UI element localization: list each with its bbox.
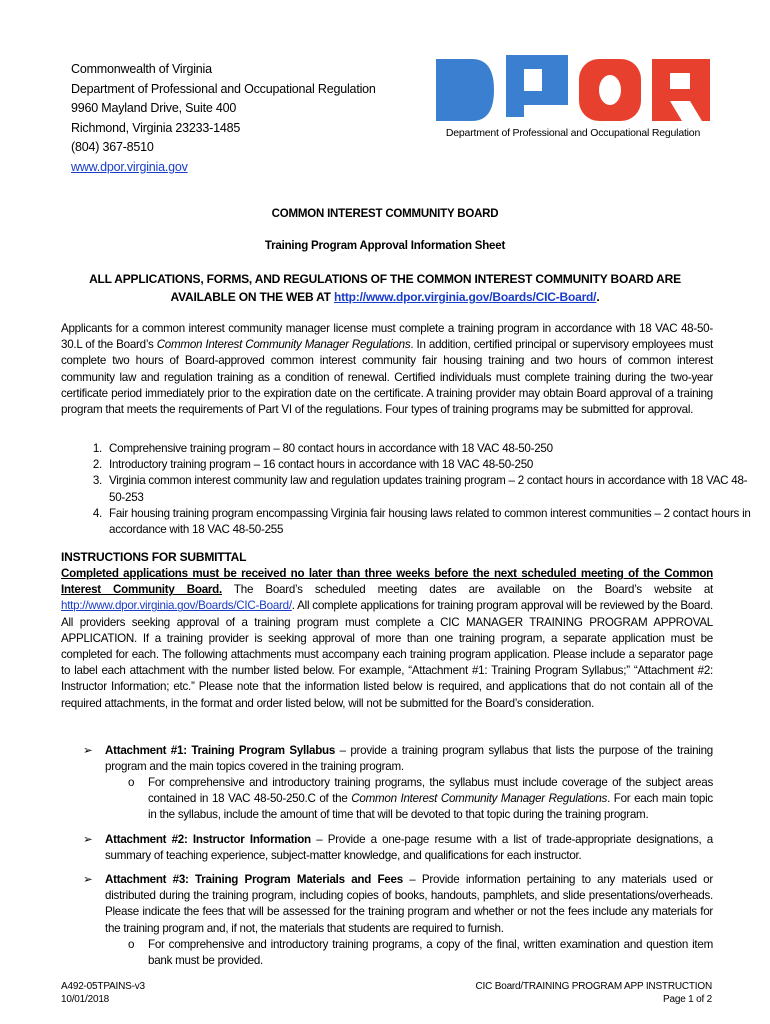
subitem-text-1: For comprehensive and introductory training programs, the syllabus must include coverage of the subject areas contained in 18 VAC 48-50-250.C of the [148,776,713,806]
instructions-paragraph [61,566,713,712]
attachment-2 [83,832,713,864]
logo-letter-o [579,59,641,121]
attachment-1-text: – provide a training program syllabus that lists the purpose of the training program and the main topics covered in the training program. [105,744,713,774]
board-title: COMMON INTEREST COMMUNITY BOARD [271,208,499,220]
circle-bullet-icon: o [128,776,135,789]
sheet-title: Training Program Approval Information Sheet [264,240,506,252]
board-website-link[interactable]: http://www.dpor.virginia.gov/Boards/CIC-Board/ [61,599,292,613]
regulations-title: Common Interest Community Manager Regulations [156,338,411,352]
arrow-bullet-icon: ➢ [83,833,93,846]
instructions-title: INSTRUCTIONS FOR SUBMITTAL [61,550,247,564]
attachment-2-text: – Provide a one-page resume with a list of trade-appropriate designations, a summary of teaching experience, subject-matter knowledge, and qualifications for each instructor. [105,833,713,863]
website-link[interactable]: www.dpor.virginia.gov [71,159,188,174]
address-block [71,60,376,178]
subitem-text: For comprehensive and introductory training programs, a copy of the final, written examination and question item bank must be provided. [148,938,713,968]
form-date: 10/01/2018 [61,994,110,1005]
org-line-1: Commonwealth of Virginia [71,62,212,76]
attachment-3-subitem [128,937,713,969]
regulations-title: Common Interest Community Manager Regulations [351,792,608,806]
org-line-4: Richmond, Virginia 23233-1485 [71,120,241,135]
availability-text: ALL APPLICATIONS, FORMS, AND REGULATIONS OF THE COMMON INTEREST COMMUNITY BOARD ARE AVAILABLE ON THE WEB AT [89,272,681,304]
org-line-2: Department of Professional and Occupational Regulation [71,81,376,96]
org-line-3: 9960 Mayland Drive, Suite 400 [71,101,237,116]
instructions-text-1: The Board’s scheduled meeting dates are available on the Board’s website at [221,583,713,597]
intro-paragraph [61,321,713,418]
attachment-3-label: Attachment #3: Training Program Materials and Fees [105,873,403,886]
program-types-list [61,441,757,538]
subitem-text-2: . For each main topic in the syllabus, include the amount of time that will be devoted to that topic during the training program. [148,792,713,822]
arrow-bullet-icon: ➢ [83,744,93,757]
attachment-1-subitem [128,775,713,824]
attachment-1 [83,743,713,775]
attachment-3-text: – Provide information pertaining to any materials used or distributed during the training program, including copies of books, handouts, pamphlets, and slide presentations/overheads. Please indicate the fees that will be assessed for the training program and whether or not the fees include any materials for the training program and, if not, the materials that students are required to furnish. [105,873,713,935]
logo-letter-p [506,55,568,117]
list-item: 4. Fair housing training program encompassing Virginia fair housing laws related to common interest communities – 2 contact hours in accordance with 18 VAC 48-50-255 [105,506,757,538]
logo-letter-r [652,59,710,121]
page-number: Page 1 of 2 [663,994,712,1005]
list-item: 2. Introductory training program – 16 contact hours in accordance with 18 VAC 48-50-250 [105,457,757,473]
list-item: 3. Virginia common interest community law and regulation updates training program – 2 contact hours in accordance with 18 VAC 48-50-253 [105,473,757,505]
logo-caption: Department of Professional and Occupational Regulation [445,127,701,139]
footer-left [61,980,145,1006]
deadline-notice: Completed applications must be received no later than three weeks before the next scheduled meeting of the Common Interest Community Board. [61,567,713,597]
footer-right [476,980,712,1006]
intro-text-1: Applicants for a common interest community manager license must complete a training program in accordance with 18 VAC 48-50-30.L of the Board’s [61,322,713,352]
doc-title: CIC Board/TRAINING PROGRAM APP INSTRUCTION [475,981,712,992]
availability-period: . [596,290,600,304]
form-id: A492-05TPAINS-v3 [61,981,145,992]
attachment-2-label: Attachment #2: Instructor Information [105,833,311,846]
attachment-3 [83,872,713,937]
cic-board-link[interactable]: http://www.dpor.virginia.gov/Boards/CIC-Board/ [333,290,597,304]
intro-text-2: . In addition, certified principal or supervisory employees must complete two hours of Board-approved common interest community fair housing training and two hours of common interest community law and regulation training as a condition of renewal. Certified individuals must complete training during the two-year certificate period immediately prior to the expiration date on the certificate. A training provider may obtain Board approval of a training program that meets the requirements of Part VI of the regulations. Four types of training programs may be submitted for approval. [61,338,713,417]
arrow-bullet-icon: ➢ [83,873,93,886]
phone: (804) 367-8510 [71,140,154,155]
logo-letter-d [436,59,494,121]
list-item: 1. Comprehensive training program – 80 contact hours in accordance with 18 VAC 48-50-250 [105,441,757,457]
attachment-1-label: Attachment #1: Training Program Syllabus [105,744,336,757]
instructions-text-2: . All complete applications for training program approval will be reviewed by the Board. All providers seeking approval of a training program must complete a CIC MANAGER TRAINING PROGRAM APPROVAL APPLICATION. If a training provider is seeking approval of more than one training program, a separate application must be completed for each. The following attachments must accompany each training program application. Please include a separator page to label each attachment with the number listed below. For example, “Attachment #1: Training Program Syllabus;” “Attachment #2: Instructor Information; etc.” Please note that the information listed below is required, and applications that do not contain all of the required attachments, in the format and order listed below, will not be submitted for the Board’s consideration. [61,599,713,710]
availability-notice [70,270,700,306]
circle-bullet-icon: o [128,938,135,951]
